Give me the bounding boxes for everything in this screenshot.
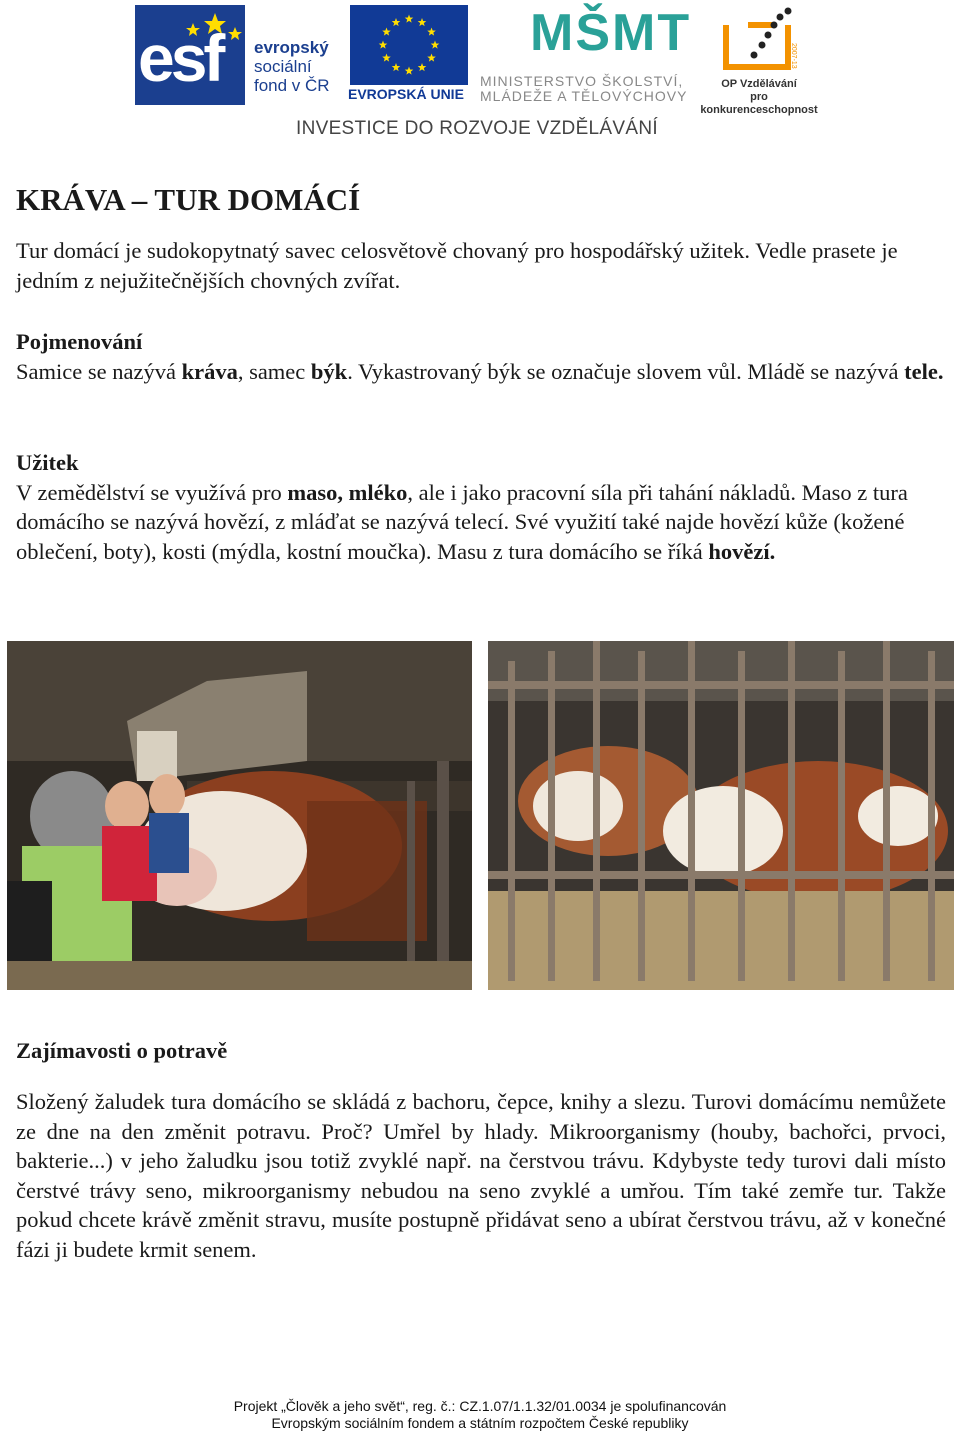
naming-text-1: Samice se nazývá [16, 358, 182, 384]
naming-heading: Pojmenování [16, 329, 143, 354]
intro-paragraph: Tur domácí je sudokopytnatý savec celosvětově chovaný pro hospodářský užitek. Vedle prasete je jedním z nejužitečnějších chovných zvířat. [16, 238, 898, 293]
usage-heading: Užitek [16, 450, 79, 475]
eu-star-icon [392, 18, 401, 26]
msmt-line-2: MLÁDEŽE A TĚLOVÝCHOVY [480, 88, 688, 104]
eu-star-icon [405, 67, 414, 75]
food-paragraph: Složený žaludek tura domácího se skládá z bachoru, čepce, knihy a slezu. Turovi domácímu nemůžete ze dne na den změnit potravu. Proč? Umřel by hlady. Mikroorganismy (houby, bachořci, prvoci, bakterie...) v jeho žaludku jsou totiž zvyklé např. na čerstvou trávu. Kdybyste tedy turovi dali místo čerstvé trávy seno, mikroorganismy nebudou na seno zvyklé a umřou. Tím také zemře tur. Takže pokud chcete krávě změnit stravu, musíte postupně přidávat seno a ubírat čerstvou trávu, až v konečné fázi ji budete krmit senem. [16, 1089, 946, 1262]
eu-star-icon [418, 18, 427, 26]
usage-bold-hovezi: hovězí. [708, 538, 776, 564]
op-logo [718, 5, 800, 75]
esf-line-3: fond v ČR [254, 76, 330, 95]
esf-text [254, 38, 330, 95]
naming-text [16, 357, 946, 387]
eu-label: EVROPSKÁ UNIE [348, 86, 464, 102]
esf-line-2: sociální [254, 57, 312, 76]
esf-letters: esf [138, 21, 222, 95]
footer [0, 1398, 960, 1432]
op-text [694, 78, 824, 117]
msmt-logo: MŠMT [530, 4, 692, 62]
naming-text-2: , samec [237, 358, 311, 384]
photo-children-with-cow [7, 641, 472, 990]
eu-star-icon [427, 54, 436, 62]
eu-star-icon [405, 15, 414, 23]
naming-section [16, 327, 946, 386]
footer-line-1: Projekt „Člověk a jeho svět“, reg. č.: CZ.1.07/1.1.32/01.0034 je spolufinancován [233, 1398, 727, 1414]
eu-flag [350, 5, 468, 85]
usage-section [16, 448, 946, 566]
logo-band [0, 0, 960, 145]
footer-line-2: Evropským sociálním fondem a státním rozpočtem České republiky [271, 1415, 689, 1431]
eu-star-icon [431, 41, 440, 49]
msmt-line-1: MINISTERSTVO ŠKOLSTVÍ, [480, 73, 684, 89]
naming-bold-krava: kráva [181, 358, 238, 384]
naming-text-3: . Vykastrovaný býk se označuje slovem vůl. Mládě se nazývá [347, 358, 905, 384]
eu-star-icon [379, 41, 388, 49]
op-line-1: OP Vzdělávání [721, 78, 797, 90]
header-tagline: INVESTICE DO ROZVOJE VZDĚLÁVÁNÍ [296, 118, 658, 139]
usage-text [16, 478, 946, 567]
page-title: KRÁVA – TUR DOMÁCÍ [16, 182, 361, 217]
eu-star-icon [392, 63, 401, 71]
op-badge: 2007-13 [790, 43, 797, 69]
esf-line-1: evropský [254, 38, 329, 57]
usage-text-2: , ale i jako pracovní síla při tahání nákladů. Maso z tura domácího se nazývá hovězí, z mláďat se nazývá telecí. Své využití také najde hovězí kůže (kožené oblečení, boty), kosti (mýdla, kostní moučka). Masu z tura domácího se říká [16, 479, 908, 564]
photo-cows-in-stalls [488, 641, 954, 990]
usage-bold-maso-mleko: maso, mléko [287, 479, 408, 505]
naming-bold-tele: tele. [904, 358, 944, 384]
op-line-2: pro konkurenceschopnost [700, 91, 818, 116]
naming-bold-byk: býk [310, 358, 348, 384]
eu-star-icon [382, 28, 391, 36]
eu-star-icon [382, 54, 391, 62]
food-heading: Zajímavosti o potravě [16, 1038, 228, 1063]
usage-text-1: V zemědělství se využívá pro [16, 479, 288, 505]
eu-star-icon [427, 28, 436, 36]
eu-star-icon [418, 63, 427, 71]
msmt-text [480, 74, 687, 104]
